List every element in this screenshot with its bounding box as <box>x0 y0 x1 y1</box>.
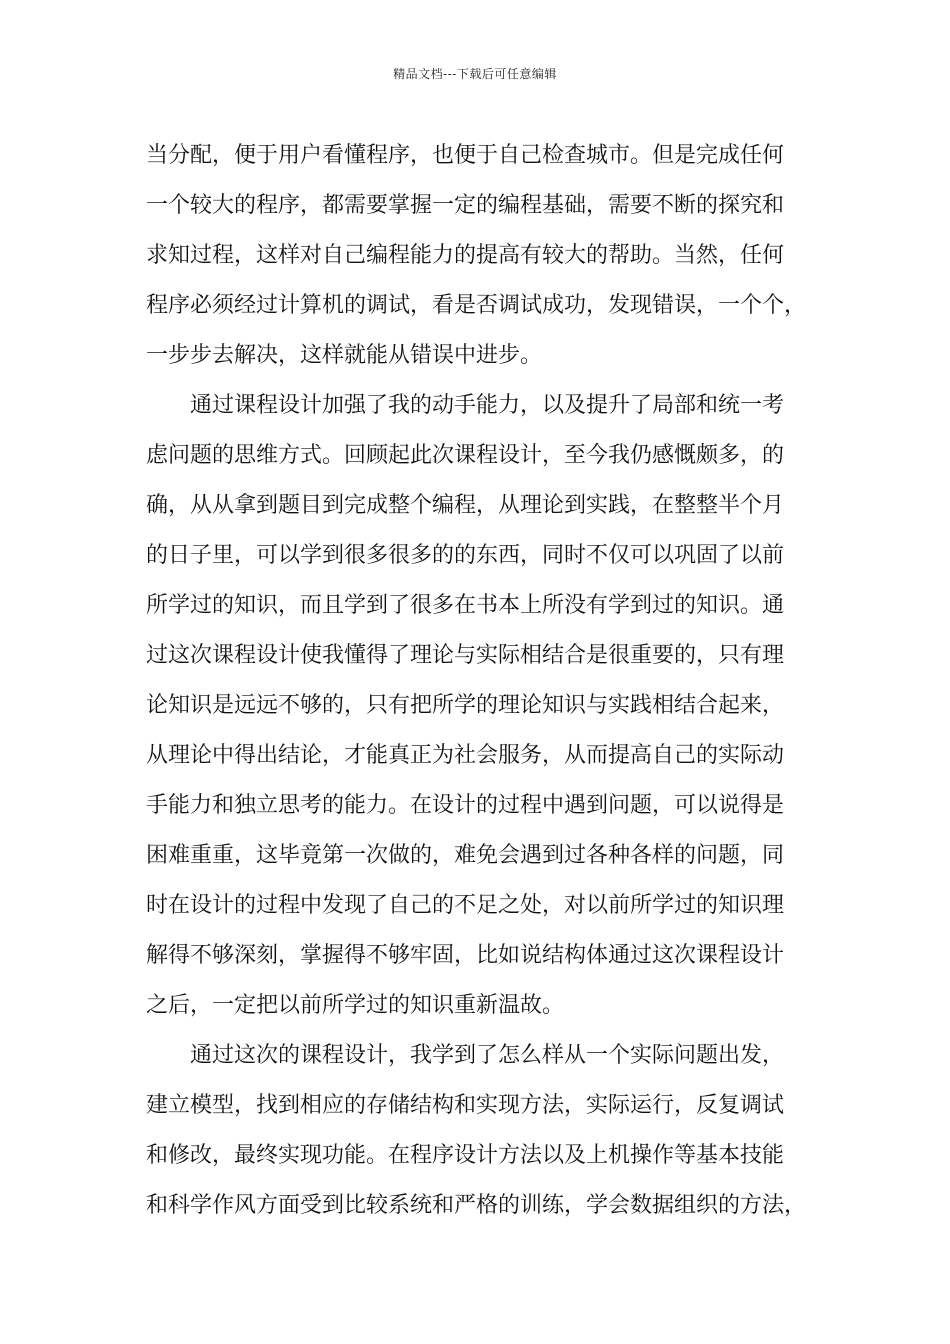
text-line: 和修改，最终实现功能。在程序设计方法以及上机操作等基本技能 <box>146 1143 785 1168</box>
text-line: 手能力和独立思考的能力。在设计的过程中遇到问题，可以说得是 <box>146 793 785 818</box>
text-line: 一步步去解决，这样就能从错误中进步。 <box>146 343 543 368</box>
text-line: 虑问题的思维方式。回顾起此次课程设计，至今我仍感慨颇多，的 <box>146 443 785 468</box>
text-line: 一个较大的程序，都需要掌握一定的编程基础，需要不断的探究和 <box>146 193 785 218</box>
text-line: 解得不够深刻，掌握得不够牢固，比如说结构体通过这次课程设计 <box>146 943 785 968</box>
text-line: 从理论中得出结论，才能真正为社会服务，从而提高自己的实际动 <box>146 743 785 768</box>
text-line: 的日子里，可以学到很多很多的的东西，同时不仅可以巩固了以前 <box>146 543 785 568</box>
text-line: 过这次课程设计使我懂得了理论与实际相结合是很重要的，只有理 <box>146 643 785 668</box>
paragraph-start-line: 通过课程设计加强了我的动手能力，以及提升了局部和统一考 <box>190 393 785 418</box>
text-line: 确，从从拿到题目到完成整个编程，从理论到实践，在整整半个月 <box>146 493 785 518</box>
text-line: 之后，一定把以前所学过的知识重新温故。 <box>146 993 565 1018</box>
paragraph-start-line: 通过这次的课程设计，我学到了怎么样从一个实际问题出发， <box>190 1043 785 1068</box>
text-line: 时在设计的过程中发现了自己的不足之处，对以前所学过的知识理 <box>146 893 785 918</box>
text-line: 程序必须经过计算机的调试，看是否调试成功，发现错误，一个个， <box>146 293 807 318</box>
text-line: 所学过的知识，而且学到了很多在书本上所没有学到过的知识。通 <box>146 593 785 618</box>
text-line: 求知过程，这样对自己编程能力的提高有较大的帮助。当然，任何 <box>146 243 785 268</box>
text-line: 和科学作风方面受到比较系统和严格的训练，学会数据组织的方法， <box>146 1193 807 1218</box>
text-line: 建立模型，找到相应的存储结构和实现方法，实际运行，反复调试 <box>146 1093 785 1118</box>
text-line: 论知识是远远不够的，只有把所学的理论知识与实践相结合起来， <box>146 693 785 718</box>
page-header: 精品文档---下载后可任意编辑 <box>393 67 557 81</box>
body-text <box>146 131 836 1231</box>
text-line: 困难重重，这毕竟第一次做的，难免会遇到过各种各样的问题，同 <box>146 843 785 868</box>
text-line: 当分配，便于用户看懂程序，也便于自己检查城市。但是完成任何 <box>146 143 785 168</box>
